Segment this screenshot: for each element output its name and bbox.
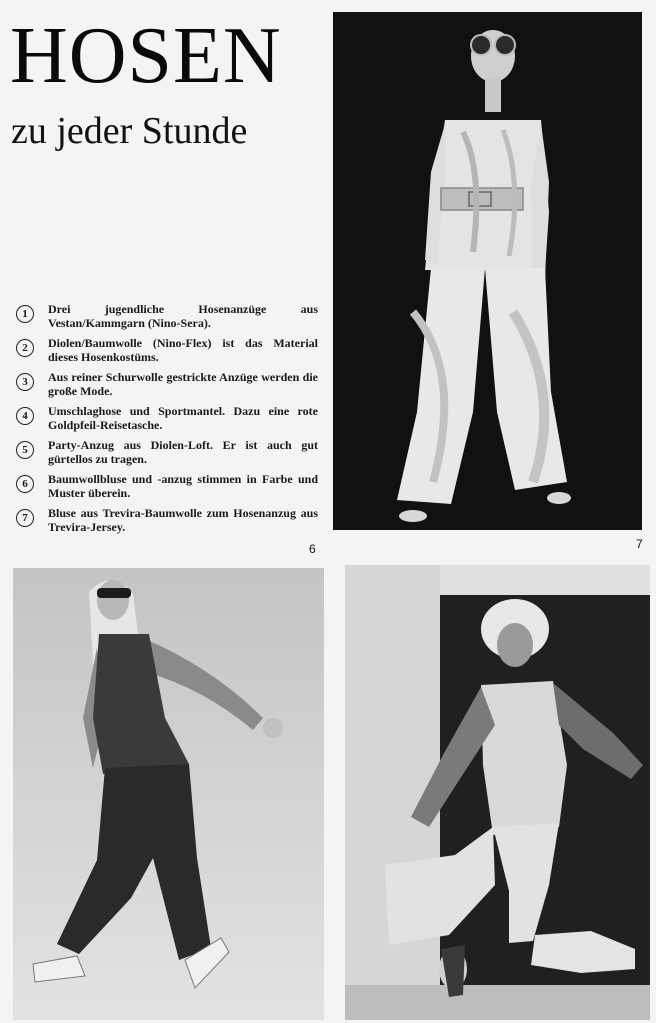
caption-text: Baumwollbluse und -anzug stimmen in Farbe und Muster überein. <box>48 472 318 500</box>
caption-item <box>16 336 318 364</box>
caption-item <box>16 404 318 432</box>
circled-number-icon: 6 <box>16 475 34 493</box>
photo-woman-kneeling-light-jumpsuit-icon <box>345 565 650 1020</box>
circled-number-icon: 3 <box>16 373 34 391</box>
caption-item <box>16 472 318 500</box>
circled-number-icon: 7 <box>16 509 34 527</box>
caption-text: Party-Anzug aus Diolen-Loft. Er ist auch gut gürtellos zu tragen. <box>48 438 318 466</box>
page-number-left: 6 <box>309 542 316 556</box>
caption-text: Drei jugendliche Hosenanzüge aus Vestan/Kammgarn (Nino-Sera). <box>48 302 318 330</box>
caption-item <box>16 302 318 330</box>
circled-number-icon: 4 <box>16 407 34 425</box>
photo-bottom-left <box>13 568 324 1020</box>
caption-text: Diolen/Baumwolle (Nino-Flex) ist das Material dieses Hosenkostüms. <box>48 336 318 364</box>
circled-number-icon: 5 <box>16 441 34 459</box>
caption-text: Aus reiner Schurwolle gestrickte Anzüge werden die große Mode. <box>48 370 318 398</box>
photo-woman-light-pantsuit-sunglasses-icon <box>333 12 642 530</box>
circled-number-icon: 2 <box>16 339 34 357</box>
circled-number-icon: 1 <box>16 305 34 323</box>
caption-text: Bluse aus Trevira-Baumwolle zum Hosenanzug aus Trevira-Jersey. <box>48 506 318 534</box>
photo-top-right <box>333 12 642 530</box>
caption-item <box>16 370 318 398</box>
page-title: HOSEN <box>10 12 282 100</box>
photo-bottom-right <box>345 565 650 1020</box>
caption-item <box>16 438 318 466</box>
page-subtitle: zu jeder Stunde <box>11 110 248 152</box>
page-number-right: 7 <box>636 537 643 551</box>
caption-item <box>16 506 318 534</box>
caption-text: Umschlaghose und Sportmantel. Dazu eine rote Goldpfeil-Reisetasche. <box>48 404 318 432</box>
photo-woman-dark-vest-patterned-blouse-icon <box>13 568 324 1020</box>
caption-list <box>16 302 318 540</box>
